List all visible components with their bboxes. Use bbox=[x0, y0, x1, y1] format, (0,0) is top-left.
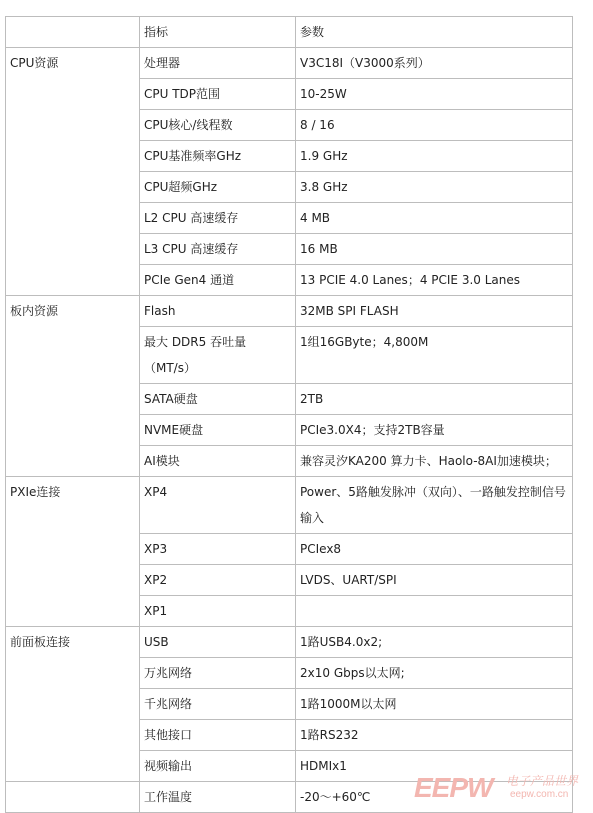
header-cell-metric: 指标 bbox=[140, 17, 296, 48]
value-cell: 32MB SPI FLASH bbox=[296, 296, 573, 327]
metric-cell: USB bbox=[140, 627, 296, 658]
metric-cell: 最大 DDR5 吞吐量（MT/s） bbox=[140, 327, 296, 384]
metric-cell: CPU TDP范围 bbox=[140, 79, 296, 110]
table-row bbox=[6, 627, 573, 658]
value-cell: 兼容灵汐KA200 算力卡、Haolo-8AI加速模块； bbox=[296, 446, 573, 477]
table-row bbox=[6, 296, 573, 327]
value-cell: HDMIx1 bbox=[296, 751, 573, 782]
metric-cell: 万兆网络 bbox=[140, 658, 296, 689]
value-cell: 4 MB bbox=[296, 203, 573, 234]
value-cell: 13 PCIE 4.0 Lanes；4 PCIE 3.0 Lanes bbox=[296, 265, 573, 296]
header-cell-category bbox=[6, 17, 140, 48]
table-row bbox=[6, 48, 573, 79]
metric-cell: Flash bbox=[140, 296, 296, 327]
spec-table bbox=[5, 16, 573, 813]
metric-cell: AI模块 bbox=[140, 446, 296, 477]
metric-cell: XP4 bbox=[140, 477, 296, 534]
value-cell bbox=[296, 596, 573, 627]
value-cell: 10-25W bbox=[296, 79, 573, 110]
metric-cell: XP2 bbox=[140, 565, 296, 596]
value-cell: LVDS、UART/SPI bbox=[296, 565, 573, 596]
value-cell: 2x10 Gbps以太网; bbox=[296, 658, 573, 689]
metric-cell: PCIe Gen4 通道 bbox=[140, 265, 296, 296]
metric-cell: 工作温度 bbox=[140, 782, 296, 813]
metric-cell: L3 CPU 高速缓存 bbox=[140, 234, 296, 265]
value-cell: 1路1000M以太网 bbox=[296, 689, 573, 720]
value-cell: V3C18I（V3000系列） bbox=[296, 48, 573, 79]
watermark-tagline: 电子产品世界 bbox=[506, 774, 579, 788]
metric-cell: SATA硬盘 bbox=[140, 384, 296, 415]
value-cell: 1路USB4.0x2; bbox=[296, 627, 573, 658]
value-cell: 1.9 GHz bbox=[296, 141, 573, 172]
metric-cell: 其他接口 bbox=[140, 720, 296, 751]
metric-cell: XP3 bbox=[140, 534, 296, 565]
value-cell: PCIex8 bbox=[296, 534, 573, 565]
spec-table-body bbox=[6, 17, 573, 813]
metric-cell: 视频输出 bbox=[140, 751, 296, 782]
header-row bbox=[6, 17, 573, 48]
metric-cell: 千兆网络 bbox=[140, 689, 296, 720]
value-cell: 16 MB bbox=[296, 234, 573, 265]
metric-cell: NVME硬盘 bbox=[140, 415, 296, 446]
metric-cell: 处理器 bbox=[140, 48, 296, 79]
metric-cell: XP1 bbox=[140, 596, 296, 627]
watermark-url: eepw.com.cn bbox=[510, 789, 569, 800]
value-cell: 8 / 16 bbox=[296, 110, 573, 141]
header-cell-value: 参数 bbox=[296, 17, 573, 48]
table-row bbox=[6, 477, 573, 534]
category-cell bbox=[6, 782, 140, 813]
metric-cell: L2 CPU 高速缓存 bbox=[140, 203, 296, 234]
value-cell: 1组16GByte；4,800M bbox=[296, 327, 573, 384]
value-cell: -20～+60℃ bbox=[296, 782, 573, 813]
watermark-logo: EEPW bbox=[414, 772, 493, 803]
category-cell: 前面板连接 bbox=[6, 627, 140, 782]
value-cell: Power、5路触发脉冲（双向）、一路触发控制信号输入 bbox=[296, 477, 573, 534]
metric-cell: CPU超频GHz bbox=[140, 172, 296, 203]
category-cell: PXIe连接 bbox=[6, 477, 140, 627]
value-cell: 1路RS232 bbox=[296, 720, 573, 751]
category-cell: CPU资源 bbox=[6, 48, 140, 296]
value-cell: PCIe3.0X4；支持2TB容量 bbox=[296, 415, 573, 446]
metric-cell: CPU基准频率GHz bbox=[140, 141, 296, 172]
category-cell: 板内资源 bbox=[6, 296, 140, 477]
value-cell: 2TB bbox=[296, 384, 573, 415]
value-cell: 3.8 GHz bbox=[296, 172, 573, 203]
metric-cell: CPU核心/线程数 bbox=[140, 110, 296, 141]
eepw-watermark bbox=[414, 774, 589, 802]
